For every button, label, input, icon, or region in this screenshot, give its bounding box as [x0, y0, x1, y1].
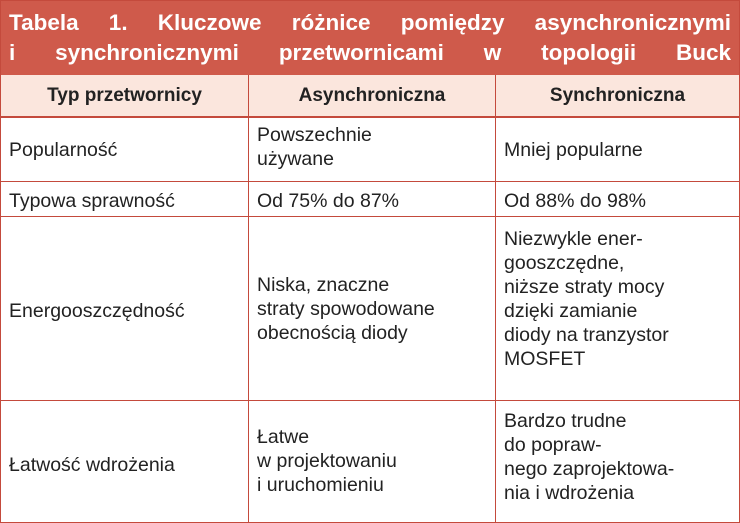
table-title-line-2: i synchronicznymi przetwornicami w topologii Buck [9, 40, 731, 65]
row-efficiency-async: Od 75% do 87% [257, 190, 400, 212]
row-popularity-sync: Mniej popularne [504, 139, 643, 161]
row-divider-3 [1, 400, 739, 401]
table-title [1, 1, 739, 75]
row-popularity-async: Powszechnie używane [257, 124, 372, 170]
row-divider-1 [1, 181, 739, 182]
header-synchronous: Synchroniczna [549, 85, 686, 106]
table-header-row [1, 75, 739, 118]
header-converter-type: Typ przetwornicy [47, 85, 202, 106]
row-efficiency-label: Typowa sprawność [9, 190, 175, 212]
row-ease-of-deployment-async: Łatwe w projektowaniu i uruchomieniu [257, 426, 397, 496]
row-popularity-label: Popularność [9, 139, 118, 161]
header-asynchronous: Asynchroniczna [298, 85, 446, 106]
row-efficiency-sync: Od 88% do 98% [504, 190, 647, 212]
row-energy-saving-async: Niska, znaczne straty spowodowane obecnością diody [257, 274, 435, 344]
row-ease-of-deployment-sync: Bardzo trudne do popraw- nego zaprojektowa- nia i wdrożenia [504, 410, 675, 504]
table-title-line-1: Tabela 1. Kluczowe różnice pomiędzy asynchronicznymi [9, 10, 731, 35]
row-energy-saving-sync: Niezwykle ener- gooszczędne, niższe straty mocy dzięki zamianie diody na tranzystor MOSFET [504, 228, 669, 370]
row-ease-of-deployment-label: Łatwość wdrożenia [9, 454, 175, 476]
row-divider-2 [1, 216, 739, 217]
row-energy-saving-label: Energooszczędność [9, 300, 185, 322]
